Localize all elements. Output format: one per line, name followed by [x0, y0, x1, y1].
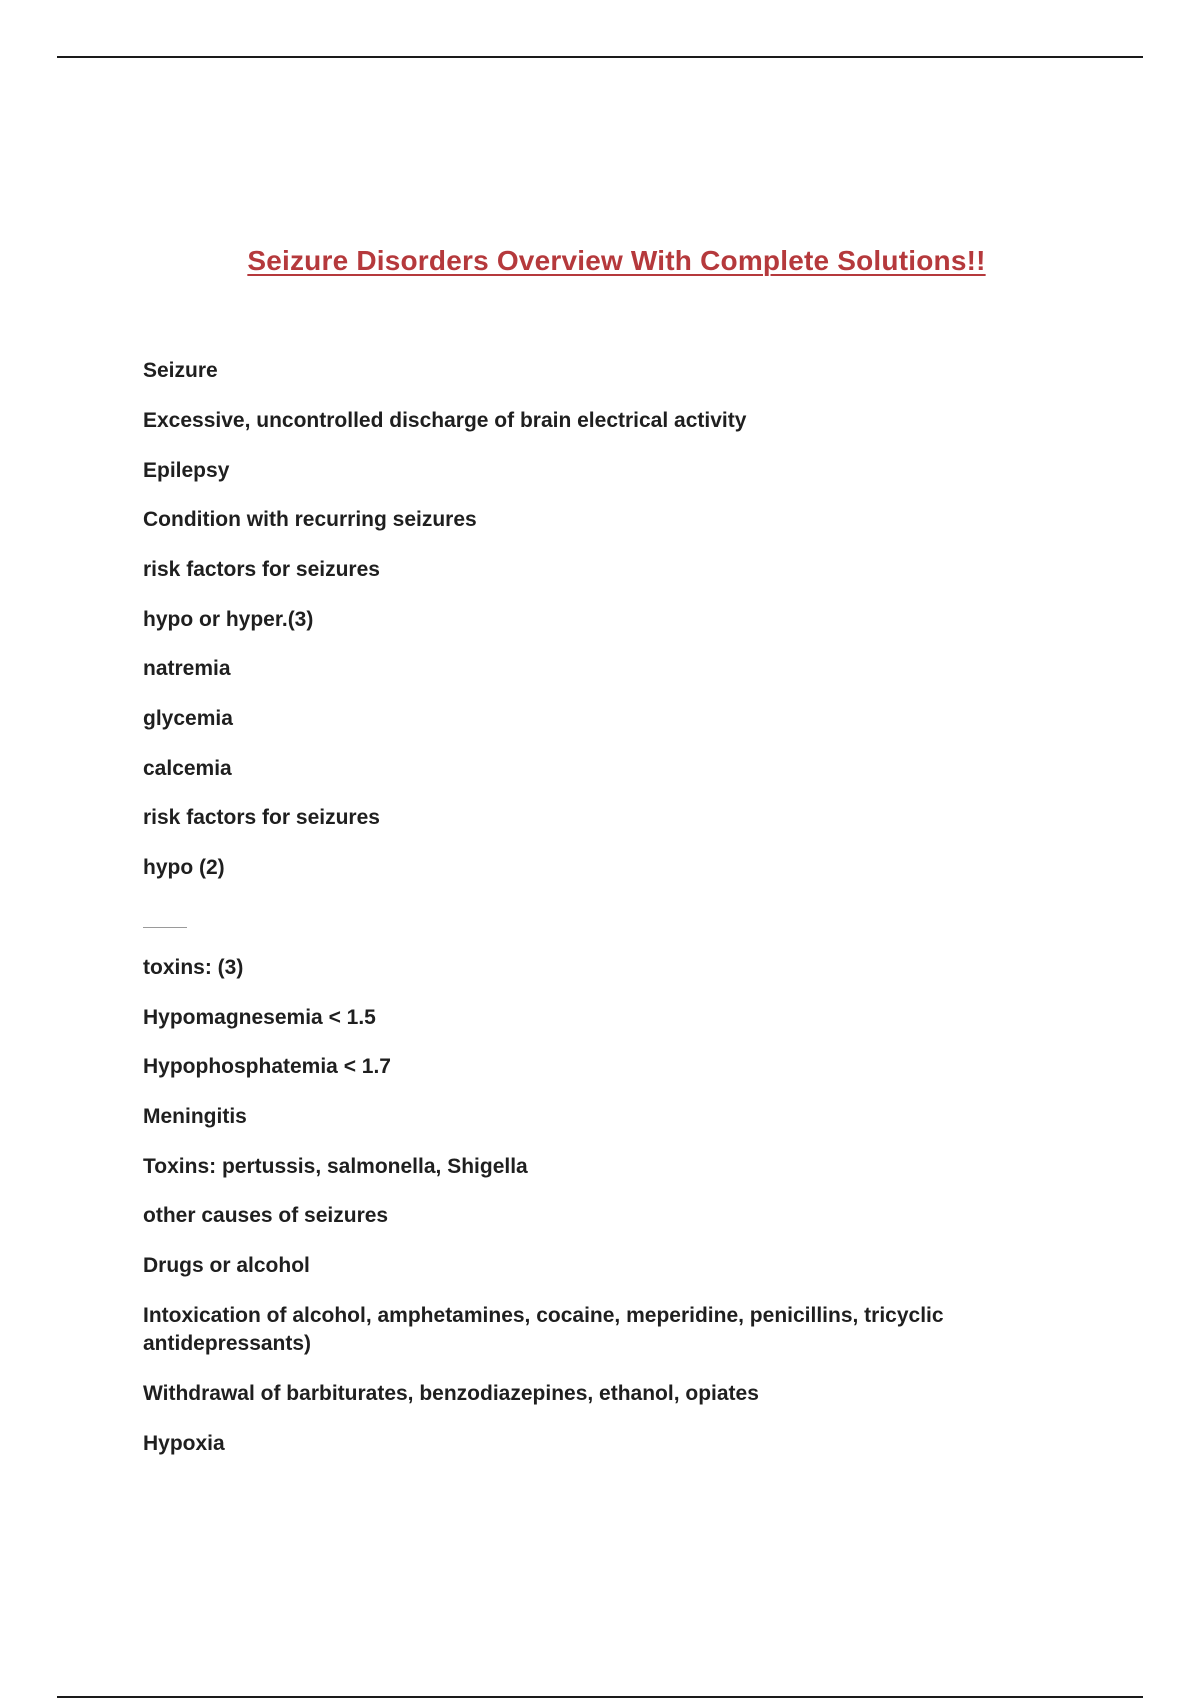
answer-toxins-list: Toxins: pertussis, salmonella, Shigella [143, 1155, 528, 1178]
term-epilepsy: Epilepsy [143, 459, 230, 482]
page-title: Seizure Disorders Overview With Complete Solutions!! [247, 245, 986, 276]
term-other-causes: other causes of seizures [143, 1204, 389, 1227]
answer-toxins: toxins: (3) [143, 956, 244, 979]
term-risk-factors-1: risk factors for seizures [143, 558, 380, 581]
term-seizure: Seizure [143, 359, 218, 382]
answer-hypoxia: Hypoxia [143, 1432, 225, 1455]
blank-divider [143, 927, 187, 928]
answer-risk-factors-2: hypo (2) [143, 856, 225, 879]
definition-seizure: Excessive, uncontrolled discharge of brain electrical activity [143, 409, 747, 432]
answer-natremia: natremia [143, 657, 231, 680]
answer-glycemia: glycemia [143, 707, 233, 730]
answer-withdrawal: Withdrawal of barbiturates, benzodiazepines, ethanol, opiates [143, 1382, 759, 1405]
answer-drugs-alcohol: Drugs or alcohol [143, 1254, 310, 1277]
answer-hypophosphatemia: Hypophosphatemia < 1.7 [143, 1055, 391, 1078]
answer-meningitis: Meningitis [143, 1105, 247, 1128]
bottom-rule [57, 1696, 1143, 1698]
answer-risk-factors-1: hypo or hyper.(3) [143, 608, 314, 631]
answer-calcemia: calcemia [143, 757, 232, 780]
top-rule [57, 56, 1143, 58]
term-risk-factors-2: risk factors for seizures [143, 806, 380, 829]
answer-hypomagnesemia: Hypomagnesemia < 1.5 [143, 1006, 376, 1029]
answer-intoxication: Intoxication of alcohol, amphetamines, cocaine, meperidine, penicillins, tricyclic antidepressants) [143, 1304, 944, 1355]
definition-epilepsy: Condition with recurring seizures [143, 508, 477, 531]
